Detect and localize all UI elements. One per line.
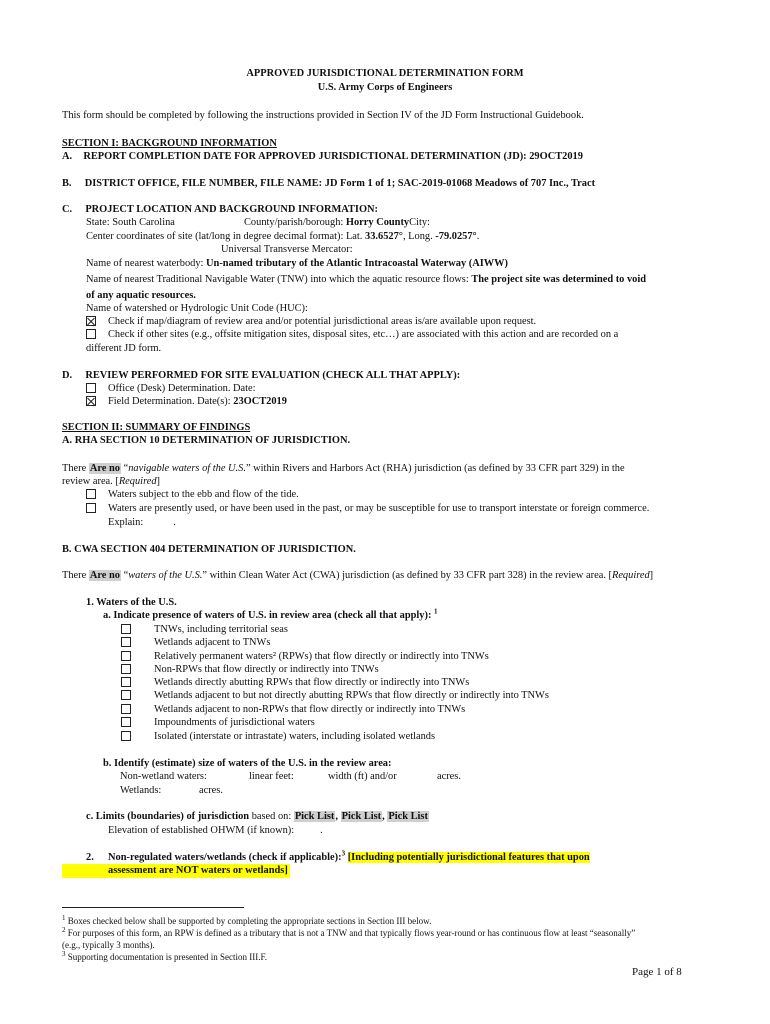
district-file-value: JD Form 1 of 1; SAC-2019-01068 Meadows of 707 Inc., Tract: [324, 178, 596, 189]
longitude-value: -79.0257°: [435, 231, 477, 242]
footnote-divider: [62, 907, 244, 908]
section-1a-marker: A.: [62, 151, 73, 162]
non-wetland-label: Non-wetland waters:: [120, 771, 207, 782]
page-number: Page 1 of 8: [632, 966, 682, 978]
item-1a-heading: a. Indicate presence of waters of U.S. in review area (check all that apply): $^1$: [103, 607, 438, 621]
cwa-choice-dropdown[interactable]: Are no: [89, 570, 120, 581]
water-type-checkbox[interactable]: [121, 664, 131, 674]
center-coordinates: Center coordinates of site (lat/long in degree decimal format): Lat. 33.6527°, Long. -79.0257°.: [86, 231, 480, 242]
pick-list-dropdown[interactable]: Pick List: [341, 811, 382, 822]
section-1d: [62, 369, 460, 383]
water-type-label: Wetlands adjacent to non-RPWs that flow directly or indirectly into TNWs: [154, 704, 466, 715]
water-type-checkbox[interactable]: [121, 677, 131, 687]
state-field: State: South Carolina: [86, 217, 175, 228]
other-sites-checkbox[interactable]: [86, 329, 96, 339]
huc-field: Name of watershed or Hydrologic Unit Code (HUC):: [86, 303, 308, 314]
acres-label: acres.: [437, 771, 461, 782]
section-1d-label: REVIEW PERFORMED FOR SITE EVALUATION (CHECK ALL THAT APPLY):: [85, 370, 461, 381]
pick-list-dropdown[interactable]: Pick List: [388, 811, 428, 822]
rha-choice-dropdown[interactable]: Are no: [89, 463, 120, 474]
waterbody-value: Un-named tributary of the Atlantic Intracoastal Waterway (AIWW): [206, 258, 509, 269]
linear-feet-label: linear feet:: [249, 771, 294, 782]
footnote-1: $^1$ Boxes checked below shall be supported by completing the appropriate sections in Section III below.: [62, 914, 432, 926]
intro-text: This form should be completed by following the instructions provided in Section IV of the JD Form Instructional Guidebook.: [62, 110, 584, 121]
section-2a-heading: A. RHA SECTION 10 DETERMINATION OF JURISDICTION.: [62, 435, 351, 446]
utm-field: Universal Transverse Mercator:: [221, 244, 353, 255]
field-determination-label: Field Determination. Date(s): 23OCT2019: [108, 396, 287, 407]
cwa-statement: There Are no “waters of the U.S.” within Clean Water Act (CWA) jurisdiction (as defined by 33 CFR part 328) in the review area. [Required]: [62, 570, 654, 581]
form-subtitle: U.S. Army Corps of Engineers: [317, 82, 453, 93]
item-1-heading: 1. Waters of the U.S.: [86, 597, 177, 608]
item-2-number: 2.: [86, 852, 94, 863]
ohwm-field: Elevation of established OHWM (if known): .: [108, 825, 323, 836]
water-type-label: Non-RPWs that flow directly or indirectly into TNWs: [154, 664, 379, 675]
commerce-label: Waters are presently used, or have been used in the past, or may be susceptible for use to transport interstate or foreign commerce.: [108, 503, 650, 514]
water-type-checkbox[interactable]: [121, 651, 131, 661]
field-determination-date: 23OCT2019: [233, 396, 287, 407]
footnote-2-cont: (e.g., typically 3 months).: [62, 940, 155, 950]
footnote-2: $^2$ For purposes of this form, an RPW is defined as a tributary that is not a TNW and that typically flows year-round or has continuous flow at least “seasonally”: [62, 926, 636, 938]
form-title: APPROVED JURISDICTIONAL DETERMINATION FORM: [246, 68, 524, 79]
water-type-label: Relatively permanent waters² (RPWs) that flow directly or indirectly into TNWs: [154, 651, 489, 662]
county-field: County/parish/borough: Horry CountyCity:: [244, 217, 430, 228]
footnote-ref-3: 3: [341, 849, 346, 858]
water-type-checkbox[interactable]: [121, 717, 131, 727]
nearest-waterbody: Name of nearest waterbody: Un-named tributary of the Atlantic Intracoastal Waterway (AIWW): [86, 258, 509, 269]
water-type-label: TNWs, including territorial seas: [154, 624, 288, 635]
section-1b-label: DISTRICT OFFICE, FILE NUMBER, FILE NAME:: [84, 178, 323, 189]
rha-statement: There Are no “navigable waters of the U.S.” within Rivers and Harbors Act (RHA) jurisdiction (as defined by 33 CFR part 329) in the: [62, 463, 625, 474]
water-type-checkbox[interactable]: [121, 731, 131, 741]
wetlands-label: Wetlands:: [120, 785, 162, 796]
water-type-checkbox[interactable]: [121, 637, 131, 647]
section-2b-heading: B. CWA SECTION 404 DETERMINATION OF JURISDICTION.: [62, 544, 356, 555]
water-type-checkbox[interactable]: [121, 704, 131, 714]
water-type-label: Isolated (interstate or intrastate) waters, including isolated wetlands: [154, 731, 436, 742]
section-1b: [62, 177, 595, 191]
section-1-heading: SECTION I: BACKGROUND INFORMATION: [62, 138, 277, 149]
nearest-tnw: Name of nearest Traditional Navigable Water (TNW) into which the aquatic resource flows: The project site was determined to void: [86, 274, 647, 285]
section-1c: [62, 203, 378, 217]
item-2-note: [Including potentially jurisdictional features that upon: [347, 852, 590, 863]
pick-list-dropdown[interactable]: Pick List: [294, 811, 335, 822]
footnote-3: $^3$ Supporting documentation is presented in Section III.F.: [62, 950, 267, 962]
ebb-flow-checkbox[interactable]: [86, 489, 96, 499]
explain-field: Explain: .: [108, 517, 176, 528]
map-available-label: Check if map/diagram of review area and/or potential jurisdictional areas is/are available upon request.: [108, 316, 537, 327]
item-1b-heading: b. Identify (estimate) size of waters of the U.S. in the review area:: [103, 758, 392, 769]
ebb-flow-label: Waters subject to the ebb and flow of the tide.: [108, 489, 299, 500]
map-available-checkbox[interactable]: [86, 316, 96, 326]
city-label: City:: [409, 217, 430, 228]
other-sites-label-cont: different JD form.: [86, 343, 162, 354]
section-1a-label: REPORT COMPLETION DATE FOR APPROVED JURISDICTIONAL DETERMINATION (JD):: [83, 151, 527, 162]
water-type-label: Impoundments of jurisdictional waters: [154, 717, 315, 728]
item-1c: c. Limits (boundaries) of jurisdiction based on: Pick List, Pick List, Pick List: [86, 811, 428, 822]
water-type-label: Wetlands adjacent to TNWs: [154, 637, 271, 648]
item-2-heading: Non-regulated waters/wetlands (check if applicable):$^3$ [Including potentially jurisdictional features that upon: [108, 849, 590, 863]
section-1c-marker: C.: [62, 204, 73, 215]
footnote-ref-1: 1: [434, 607, 438, 616]
section-1c-label: PROJECT LOCATION AND BACKGROUND INFORMATION:: [85, 204, 379, 215]
width-label: width (ft) and/or: [328, 771, 397, 782]
section-1b-marker: B.: [62, 178, 72, 189]
section-1a: [62, 150, 583, 164]
section-1d-marker: D.: [62, 370, 73, 381]
item-2-note-cont: assessment are NOT waters or wetlands]: [62, 864, 290, 878]
office-determination-label: Office (Desk) Determination. Date:: [108, 383, 256, 394]
rha-statement-cont: review area. [Required]: [62, 476, 160, 487]
field-determination-checkbox[interactable]: [86, 396, 96, 406]
wetlands-acres-label: acres.: [199, 785, 223, 796]
report-completion-date: 29OCT2019: [529, 151, 583, 162]
tnw-value-cont: of any aquatic resources.: [86, 290, 196, 301]
water-type-label: Wetlands adjacent to but not directly abutting RPWs that flow directly or indirectly into TNWs: [154, 690, 549, 701]
commerce-checkbox[interactable]: [86, 503, 96, 513]
county-value: Horry County: [345, 217, 410, 228]
office-determination-checkbox[interactable]: [86, 383, 96, 393]
water-type-label: Wetlands directly abutting RPWs that flow directly or indirectly into TNWs: [154, 677, 470, 688]
water-type-checkbox[interactable]: [121, 690, 131, 700]
latitude-value: 33.6527°: [365, 231, 403, 242]
other-sites-label: Check if other sites (e.g., offsite mitigation sites, disposal sites, etc…) are associated with this action and are recorded on a: [108, 329, 619, 340]
section-2-heading: SECTION II: SUMMARY OF FINDINGS: [62, 422, 251, 433]
water-type-checkbox[interactable]: [121, 624, 131, 634]
tnw-value: The project site was determined to void: [471, 274, 647, 285]
